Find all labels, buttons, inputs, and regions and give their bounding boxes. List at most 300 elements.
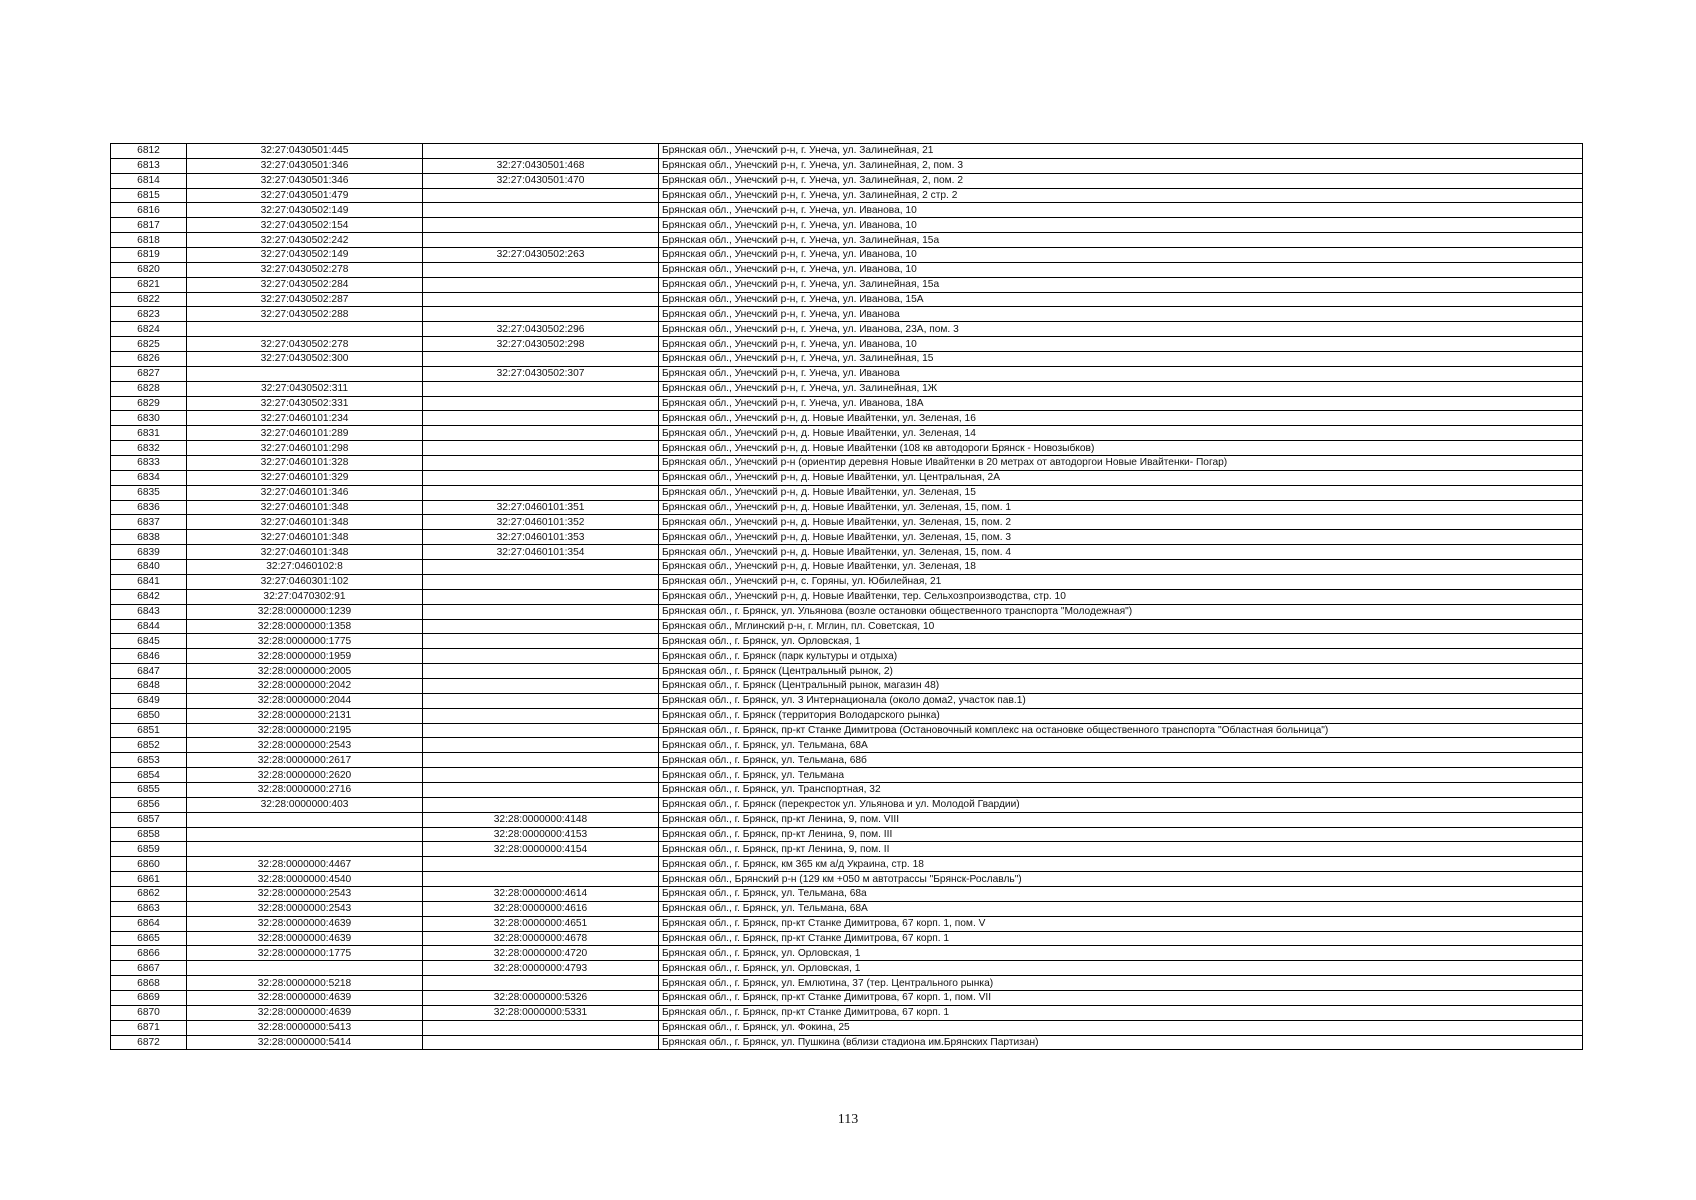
address-cell: Брянская обл., г. Брянск (Центральный рынок, магазин 48): [659, 678, 1583, 693]
linked-cadastral-number-cell: [423, 292, 659, 307]
linked-cadastral-number-cell: 32:27:0460101:354: [423, 545, 659, 560]
cadastral-number-cell: 32:28:0000000:4639: [187, 916, 423, 931]
linked-cadastral-number-cell: 32:27:0430501:468: [423, 158, 659, 173]
linked-cadastral-number-cell: [423, 470, 659, 485]
row-number-cell: 6833: [111, 456, 187, 471]
cadastral-number-cell: 32:28:0000000:2005: [187, 664, 423, 679]
cadastral-number-cell: 32:27:0430502:278: [187, 262, 423, 277]
table-row: [111, 604, 1583, 619]
row-number-cell: 6821: [111, 277, 187, 292]
address-cell: Брянская обл., г. Брянск (территория Володарского рынка): [659, 708, 1583, 723]
row-number-cell: 6847: [111, 664, 187, 679]
linked-cadastral-number-cell: [423, 426, 659, 441]
address-cell: Брянская обл., г. Брянск, ул. Орловская, 1: [659, 634, 1583, 649]
linked-cadastral-number-cell: [423, 664, 659, 679]
address-cell: Брянская обл., г. Брянск, ул. 3 Интернационала (около дома2, участок пав.1): [659, 693, 1583, 708]
address-cell: Брянская обл., Унечский р-н, д. Новые Ивайтенки, тер. Сельхозпроизводства, стр. 10: [659, 589, 1583, 604]
linked-cadastral-number-cell: 32:27:0430502:263: [423, 248, 659, 263]
linked-cadastral-number-cell: 32:28:0000000:5331: [423, 1005, 659, 1020]
linked-cadastral-number-cell: [423, 708, 659, 723]
address-cell: Брянская обл., Мглинский р-н, г. Мглин, пл. Советская, 10: [659, 619, 1583, 634]
row-number-cell: 6855: [111, 782, 187, 797]
cadastral-number-cell: 32:28:0000000:4639: [187, 990, 423, 1005]
cadastral-number-cell: 32:28:0000000:2543: [187, 886, 423, 901]
cadastral-number-cell: 32:28:0000000:1358: [187, 619, 423, 634]
address-cell: Брянская обл., Унечский р-н, д. Новые Ивайтенки, ул. Зеленая, 18: [659, 560, 1583, 575]
row-number-cell: 6869: [111, 990, 187, 1005]
address-cell: Брянская обл., Унечский р-н, д. Новые Ивайтенки, ул. Зеленая, 15, пом. 2: [659, 515, 1583, 530]
cadastral-number-cell: 32:28:0000000:4540: [187, 872, 423, 887]
cadastral-number-cell: 32:27:0460101:348: [187, 545, 423, 560]
table-row: [111, 753, 1583, 768]
cadastral-number-cell: 32:28:0000000:1239: [187, 604, 423, 619]
table-row: [111, 708, 1583, 723]
linked-cadastral-number-cell: [423, 857, 659, 872]
linked-cadastral-number-cell: 32:28:0000000:4793: [423, 961, 659, 976]
row-number-cell: 6844: [111, 619, 187, 634]
linked-cadastral-number-cell: 32:27:0460101:352: [423, 515, 659, 530]
cadastral-number-cell: 32:28:0000000:1775: [187, 946, 423, 961]
cadastral-number-cell: [187, 366, 423, 381]
cadastral-number-cell: 32:27:0430502:149: [187, 203, 423, 218]
row-number-cell: 6819: [111, 248, 187, 263]
table-row: [111, 500, 1583, 515]
address-cell: Брянская обл., г. Брянск, ул. Орловская, 1: [659, 961, 1583, 976]
linked-cadastral-number-cell: [423, 203, 659, 218]
cadastral-number-cell: 32:28:0000000:403: [187, 797, 423, 812]
linked-cadastral-number-cell: [423, 693, 659, 708]
row-number-cell: 6817: [111, 218, 187, 233]
row-number-cell: 6822: [111, 292, 187, 307]
table-row: [111, 723, 1583, 738]
address-cell: Брянская обл., г. Брянск, км 365 км а/д Украина, стр. 18: [659, 857, 1583, 872]
row-number-cell: 6834: [111, 470, 187, 485]
address-cell: Брянская обл., г. Брянск (Центральный рынок, 2): [659, 664, 1583, 679]
linked-cadastral-number-cell: [423, 797, 659, 812]
cadastral-number-cell: 32:27:0430502:331: [187, 396, 423, 411]
table-row: [111, 678, 1583, 693]
table-row: [111, 337, 1583, 352]
row-number-cell: 6850: [111, 708, 187, 723]
linked-cadastral-number-cell: [423, 619, 659, 634]
table-row: [111, 307, 1583, 322]
cadastral-number-cell: 32:27:0430501:346: [187, 173, 423, 188]
row-number-cell: 6816: [111, 203, 187, 218]
table-row: [111, 842, 1583, 857]
linked-cadastral-number-cell: 32:28:0000000:4720: [423, 946, 659, 961]
linked-cadastral-number-cell: 32:27:0430501:470: [423, 173, 659, 188]
cadastral-number-cell: 32:28:0000000:2195: [187, 723, 423, 738]
address-cell: Брянская обл., г. Брянск, ул. Тельмана, 68А: [659, 901, 1583, 916]
cadastral-number-cell: 32:27:0460101:234: [187, 411, 423, 426]
cadastral-number-cell: 32:27:0460101:328: [187, 456, 423, 471]
row-number-cell: 6827: [111, 366, 187, 381]
row-number-cell: 6865: [111, 931, 187, 946]
row-number-cell: 6842: [111, 589, 187, 604]
row-number-cell: 6868: [111, 976, 187, 991]
cadastral-number-cell: 32:27:0430502:149: [187, 248, 423, 263]
address-cell: Брянская обл., Унечский р-н, д. Новые Ивайтенки, ул. Центральная, 2А: [659, 470, 1583, 485]
address-cell: Брянская обл., г. Брянск, ул. Тельмана: [659, 768, 1583, 783]
cadastral-number-cell: 32:27:0460101:348: [187, 515, 423, 530]
linked-cadastral-number-cell: [423, 381, 659, 396]
address-cell: Брянская обл., г. Брянск, ул. Фокина, 25: [659, 1020, 1583, 1035]
address-cell: Брянская обл., Унечский р-н, г. Унеча, ул. Иванова, 10: [659, 337, 1583, 352]
linked-cadastral-number-cell: [423, 976, 659, 991]
table-row: [111, 946, 1583, 961]
address-cell: Брянская обл., г. Брянск, пр-кт Ленина, 9, пом. VIII: [659, 812, 1583, 827]
table-row: [111, 441, 1583, 456]
table-row: [111, 352, 1583, 367]
address-cell: Брянская обл., Унечский р-н (ориентир деревня Новые Ивайтенки в 20 метрах от автодоргои Новые Ивайтенки- Погар): [659, 456, 1583, 471]
cadastral-number-cell: 32:28:0000000:4639: [187, 1005, 423, 1020]
cadastral-number-cell: 32:28:0000000:1775: [187, 634, 423, 649]
table-row: [111, 619, 1583, 634]
address-cell: Брянская обл., Унечский р-н, д. Новые Ивайтенки (108 кв автодороги Брянск - Новозыбков): [659, 441, 1583, 456]
address-cell: Брянская обл., г. Брянск, пр-кт Ленина, 9, пом. II: [659, 842, 1583, 857]
address-cell: Брянская обл., г. Брянск, ул. Транспортная, 32: [659, 782, 1583, 797]
address-cell: Брянская обл., г. Брянск, ул. Пушкина (вблизи стадиона им.Брянских Партизан): [659, 1035, 1583, 1050]
address-cell: Брянская обл., Унечский р-н, с. Горяны, ул. Юбилейная, 21: [659, 574, 1583, 589]
table-row: [111, 1005, 1583, 1020]
linked-cadastral-number-cell: [423, 233, 659, 248]
table-row: [111, 1035, 1583, 1050]
linked-cadastral-number-cell: [423, 678, 659, 693]
cadastral-number-cell: 32:27:0460101:298: [187, 441, 423, 456]
row-number-cell: 6815: [111, 188, 187, 203]
row-number-cell: 6860: [111, 857, 187, 872]
cadastral-number-cell: 32:28:0000000:2543: [187, 901, 423, 916]
table-row: [111, 158, 1583, 173]
row-number-cell: 6864: [111, 916, 187, 931]
row-number-cell: 6835: [111, 485, 187, 500]
address-cell: Брянская обл., Унечский р-н, д. Новые Ивайтенки, ул. Зеленая, 15: [659, 485, 1583, 500]
table-row: [111, 990, 1583, 1005]
table-row: [111, 203, 1583, 218]
cadastral-number-cell: 32:27:0430502:300: [187, 352, 423, 367]
cadastral-number-cell: 32:27:0460301:102: [187, 574, 423, 589]
cadastral-number-cell: 32:28:0000000:2716: [187, 782, 423, 797]
row-number-cell: 6870: [111, 1005, 187, 1020]
address-cell: Брянская обл., Унечский р-н, г. Унеча, ул. Залинейная, 2 стр. 2: [659, 188, 1583, 203]
row-number-cell: 6849: [111, 693, 187, 708]
table-row: [111, 173, 1583, 188]
table-row: [111, 782, 1583, 797]
address-cell: Брянская обл., Унечский р-н, г. Унеча, ул. Залинейная, 15а: [659, 277, 1583, 292]
row-number-cell: 6814: [111, 173, 187, 188]
registry-table: [110, 143, 1583, 1050]
linked-cadastral-number-cell: 32:28:0000000:5326: [423, 990, 659, 1005]
linked-cadastral-number-cell: 32:27:0460101:351: [423, 500, 659, 515]
address-cell: Брянская обл., Унечский р-н, г. Унеча, ул. Иванова, 10: [659, 203, 1583, 218]
address-cell: Брянская обл., Унечский р-н, г. Унеча, ул. Залинейная, 2, пом. 3: [659, 158, 1583, 173]
cadastral-number-cell: 32:28:0000000:5218: [187, 976, 423, 991]
address-cell: Брянская обл., Унечский р-н, д. Новые Ивайтенки, ул. Зеленая, 15, пом. 4: [659, 545, 1583, 560]
row-number-cell: 6845: [111, 634, 187, 649]
address-cell: Брянская обл., г. Брянск, пр-кт Ленина, 9, пом. III: [659, 827, 1583, 842]
table-row: [111, 322, 1583, 337]
table-row: [111, 396, 1583, 411]
row-number-cell: 6813: [111, 158, 187, 173]
address-cell: Брянская обл., Унечский р-н, г. Унеча, ул. Иванова: [659, 366, 1583, 381]
table-row: [111, 248, 1583, 263]
row-number-cell: 6846: [111, 649, 187, 664]
row-number-cell: 6856: [111, 797, 187, 812]
linked-cadastral-number-cell: 32:28:0000000:4154: [423, 842, 659, 857]
linked-cadastral-number-cell: 32:27:0430502:298: [423, 337, 659, 352]
linked-cadastral-number-cell: [423, 1035, 659, 1050]
table-row: [111, 693, 1583, 708]
table-row: [111, 574, 1583, 589]
linked-cadastral-number-cell: [423, 723, 659, 738]
row-number-cell: 6831: [111, 426, 187, 441]
row-number-cell: 6858: [111, 827, 187, 842]
linked-cadastral-number-cell: [423, 1020, 659, 1035]
linked-cadastral-number-cell: 32:28:0000000:4148: [423, 812, 659, 827]
table-row: [111, 292, 1583, 307]
table-row: [111, 827, 1583, 842]
cadastral-number-cell: 32:27:0430501:479: [187, 188, 423, 203]
linked-cadastral-number-cell: [423, 738, 659, 753]
row-number-cell: 6828: [111, 381, 187, 396]
linked-cadastral-number-cell: 32:27:0460101:353: [423, 530, 659, 545]
row-number-cell: 6859: [111, 842, 187, 857]
registry-table-body: [111, 144, 1583, 1050]
table-row: [111, 768, 1583, 783]
linked-cadastral-number-cell: [423, 396, 659, 411]
table-row: [111, 218, 1583, 233]
table-row: [111, 233, 1583, 248]
cadastral-number-cell: 32:27:0430502:311: [187, 381, 423, 396]
linked-cadastral-number-cell: [423, 456, 659, 471]
table-row: [111, 797, 1583, 812]
address-cell: Брянская обл., г. Брянск, ул. Тельмана, 68а: [659, 886, 1583, 901]
linked-cadastral-number-cell: 32:28:0000000:4678: [423, 931, 659, 946]
table-row: [111, 961, 1583, 976]
linked-cadastral-number-cell: [423, 782, 659, 797]
address-cell: Брянская обл., Унечский р-н, г. Унеча, ул. Иванова, 10: [659, 262, 1583, 277]
address-cell: Брянская обл., г. Брянск (перекресток ул. Ульянова и ул. Молодой Гвардии): [659, 797, 1583, 812]
row-number-cell: 6836: [111, 500, 187, 515]
row-number-cell: 6871: [111, 1020, 187, 1035]
cadastral-number-cell: 32:28:0000000:5413: [187, 1020, 423, 1035]
linked-cadastral-number-cell: 32:27:0430502:307: [423, 366, 659, 381]
linked-cadastral-number-cell: 32:28:0000000:4614: [423, 886, 659, 901]
table-row: [111, 1020, 1583, 1035]
address-cell: Брянская обл., Унечский р-н, д. Новые Ивайтенки, ул. Зеленая, 15, пом. 1: [659, 500, 1583, 515]
table-row: [111, 515, 1583, 530]
linked-cadastral-number-cell: [423, 604, 659, 619]
row-number-cell: 6851: [111, 723, 187, 738]
table-row: [111, 426, 1583, 441]
table-row: [111, 381, 1583, 396]
address-cell: Брянская обл., Унечский р-н, г. Унеча, ул. Иванова: [659, 307, 1583, 322]
row-number-cell: 6825: [111, 337, 187, 352]
cadastral-number-cell: 32:28:0000000:1959: [187, 649, 423, 664]
row-number-cell: 6826: [111, 352, 187, 367]
cadastral-number-cell: [187, 842, 423, 857]
cadastral-number-cell: 32:27:0460101:348: [187, 530, 423, 545]
cadastral-number-cell: 32:27:0430502:287: [187, 292, 423, 307]
cadastral-number-cell: 32:28:0000000:4639: [187, 931, 423, 946]
table-row: [111, 857, 1583, 872]
cadastral-number-cell: 32:27:0460101:348: [187, 500, 423, 515]
linked-cadastral-number-cell: [423, 485, 659, 500]
table-row: [111, 411, 1583, 426]
page-number: 113: [837, 1112, 859, 1127]
linked-cadastral-number-cell: [423, 872, 659, 887]
table-row: [111, 976, 1583, 991]
cadastral-number-cell: 32:27:0430501:445: [187, 144, 423, 159]
linked-cadastral-number-cell: [423, 411, 659, 426]
row-number-cell: 6823: [111, 307, 187, 322]
table-row: [111, 277, 1583, 292]
address-cell: Брянская обл., Унечский р-н, г. Унеча, ул. Иванова, 10: [659, 218, 1583, 233]
table-row: [111, 560, 1583, 575]
cadastral-number-cell: [187, 961, 423, 976]
table-row: [111, 366, 1583, 381]
row-number-cell: 6857: [111, 812, 187, 827]
address-cell: Брянская обл., г. Брянск, ул. Тельмана, 68б: [659, 753, 1583, 768]
row-number-cell: 6852: [111, 738, 187, 753]
address-cell: Брянская обл., г. Брянск, ул. Ульянова (возле остановки общественного транспорта "Молодежная"): [659, 604, 1583, 619]
row-number-cell: 6838: [111, 530, 187, 545]
row-number-cell: 6837: [111, 515, 187, 530]
table-row: [111, 188, 1583, 203]
address-cell: Брянская обл., Унечский р-н, г. Унеча, ул. Залинейная, 21: [659, 144, 1583, 159]
address-cell: Брянская обл., Унечский р-н, г. Унеча, ул. Залинейная, 15: [659, 352, 1583, 367]
cadastral-number-cell: 32:28:0000000:2617: [187, 753, 423, 768]
address-cell: Брянская обл., Унечский р-н, г. Унеча, ул. Иванова, 10: [659, 248, 1583, 263]
table-row: [111, 470, 1583, 485]
cadastral-number-cell: 32:28:0000000:4467: [187, 857, 423, 872]
cadastral-number-cell: 32:27:0460101:289: [187, 426, 423, 441]
cadastral-number-cell: 32:28:0000000:2044: [187, 693, 423, 708]
address-cell: Брянская обл., Брянский р-н (129 км +050 м автотрассы "Брянск-Рославль"): [659, 872, 1583, 887]
linked-cadastral-number-cell: 32:28:0000000:4616: [423, 901, 659, 916]
cadastral-number-cell: 32:27:0460101:329: [187, 470, 423, 485]
cadastral-number-cell: 32:28:0000000:2543: [187, 738, 423, 753]
address-cell: Брянская обл., г. Брянск, пр-кт Станке Димитрова, 67 корп. 1, пом. VII: [659, 990, 1583, 1005]
table-row: [111, 901, 1583, 916]
cadastral-number-cell: 32:27:0430502:154: [187, 218, 423, 233]
row-number-cell: 6841: [111, 574, 187, 589]
row-number-cell: 6824: [111, 322, 187, 337]
row-number-cell: 6812: [111, 144, 187, 159]
row-number-cell: 6848: [111, 678, 187, 693]
cadastral-number-cell: 32:28:0000000:5414: [187, 1035, 423, 1050]
cadastral-number-cell: 32:27:0470302:91: [187, 589, 423, 604]
row-number-cell: 6872: [111, 1035, 187, 1050]
linked-cadastral-number-cell: [423, 768, 659, 783]
cadastral-number-cell: [187, 322, 423, 337]
linked-cadastral-number-cell: [423, 589, 659, 604]
row-number-cell: 6829: [111, 396, 187, 411]
table-row: [111, 916, 1583, 931]
address-cell: Брянская обл., г. Брянск, пр-кт Станке Димитрова, 67 корп. 1: [659, 931, 1583, 946]
linked-cadastral-number-cell: [423, 441, 659, 456]
row-number-cell: 6862: [111, 886, 187, 901]
linked-cadastral-number-cell: [423, 307, 659, 322]
linked-cadastral-number-cell: 32:28:0000000:4153: [423, 827, 659, 842]
cadastral-number-cell: 32:27:0430502:284: [187, 277, 423, 292]
linked-cadastral-number-cell: [423, 753, 659, 768]
table-row: [111, 262, 1583, 277]
linked-cadastral-number-cell: 32:27:0430502:296: [423, 322, 659, 337]
address-cell: Брянская обл., Унечский р-н, д. Новые Ивайтенки, ул. Зеленая, 16: [659, 411, 1583, 426]
table-row: [111, 530, 1583, 545]
row-number-cell: 6840: [111, 560, 187, 575]
row-number-cell: 6830: [111, 411, 187, 426]
table-row: [111, 664, 1583, 679]
linked-cadastral-number-cell: [423, 144, 659, 159]
address-cell: Брянская обл., Унечский р-н, г. Унеча, ул. Иванова, 23А, пом. 3: [659, 322, 1583, 337]
table-row: [111, 886, 1583, 901]
cadastral-number-cell: 32:27:0460102:8: [187, 560, 423, 575]
cadastral-number-cell: 32:27:0430502:278: [187, 337, 423, 352]
cadastral-number-cell: 32:28:0000000:2042: [187, 678, 423, 693]
row-number-cell: 6843: [111, 604, 187, 619]
table-row: [111, 738, 1583, 753]
cadastral-number-cell: [187, 812, 423, 827]
address-cell: Брянская обл., Унечский р-н, д. Новые Ивайтенки, ул. Зеленая, 15, пом. 3: [659, 530, 1583, 545]
table-row: [111, 144, 1583, 159]
address-cell: Брянская обл., г. Брянск, пр-кт Станке Димитрова, 67 корп. 1, пом. V: [659, 916, 1583, 931]
cadastral-number-cell: [187, 827, 423, 842]
cadastral-number-cell: 32:27:0460101:346: [187, 485, 423, 500]
linked-cadastral-number-cell: [423, 634, 659, 649]
address-cell: Брянская обл., г. Брянск, ул. Орловская, 1: [659, 946, 1583, 961]
cadastral-number-cell: 32:27:0430502:288: [187, 307, 423, 322]
row-number-cell: 6832: [111, 441, 187, 456]
address-cell: Брянская обл., г. Брянск, ул. Емлютина, 37 (тер. Центрального рынка): [659, 976, 1583, 991]
row-number-cell: 6818: [111, 233, 187, 248]
row-number-cell: 6867: [111, 961, 187, 976]
table-row: [111, 589, 1583, 604]
table-row: [111, 485, 1583, 500]
address-cell: Брянская обл., Унечский р-н, д. Новые Ивайтенки, ул. Зеленая, 14: [659, 426, 1583, 441]
address-cell: Брянская обл., Унечский р-н, г. Унеча, ул. Иванова, 18А: [659, 396, 1583, 411]
address-cell: Брянская обл., г. Брянск, пр-кт Станке Димитрова, 67 корп. 1: [659, 1005, 1583, 1020]
address-cell: Брянская обл., Унечский р-н, г. Унеча, ул. Залинейная, 15а: [659, 233, 1583, 248]
address-cell: Брянская обл., г. Брянск, ул. Тельмана, 68А: [659, 738, 1583, 753]
cadastral-number-cell: 32:27:0430501:346: [187, 158, 423, 173]
address-cell: Брянская обл., Унечский р-н, г. Унеча, ул. Залинейная, 2, пом. 2: [659, 173, 1583, 188]
table-row: [111, 634, 1583, 649]
linked-cadastral-number-cell: [423, 352, 659, 367]
row-number-cell: 6866: [111, 946, 187, 961]
table-row: [111, 931, 1583, 946]
row-number-cell: 6854: [111, 768, 187, 783]
address-cell: Брянская обл., г. Брянск (парк культуры и отдыха): [659, 649, 1583, 664]
linked-cadastral-number-cell: [423, 218, 659, 233]
linked-cadastral-number-cell: [423, 277, 659, 292]
table-row: [111, 812, 1583, 827]
linked-cadastral-number-cell: [423, 574, 659, 589]
cadastral-number-cell: 32:28:0000000:2131: [187, 708, 423, 723]
table-row: [111, 872, 1583, 887]
address-cell: Брянская обл., Унечский р-н, г. Унеча, ул. Иванова, 15А: [659, 292, 1583, 307]
address-cell: Брянская обл., г. Брянск, пр-кт Станке Димитрова (Остановочный комплекс на остановке общественного транспорта "Областная больница"): [659, 723, 1583, 738]
row-number-cell: 6820: [111, 262, 187, 277]
linked-cadastral-number-cell: [423, 560, 659, 575]
table-row: [111, 456, 1583, 471]
linked-cadastral-number-cell: [423, 262, 659, 277]
linked-cadastral-number-cell: [423, 649, 659, 664]
row-number-cell: 6853: [111, 753, 187, 768]
linked-cadastral-number-cell: 32:28:0000000:4651: [423, 916, 659, 931]
cadastral-number-cell: 32:27:0430502:242: [187, 233, 423, 248]
